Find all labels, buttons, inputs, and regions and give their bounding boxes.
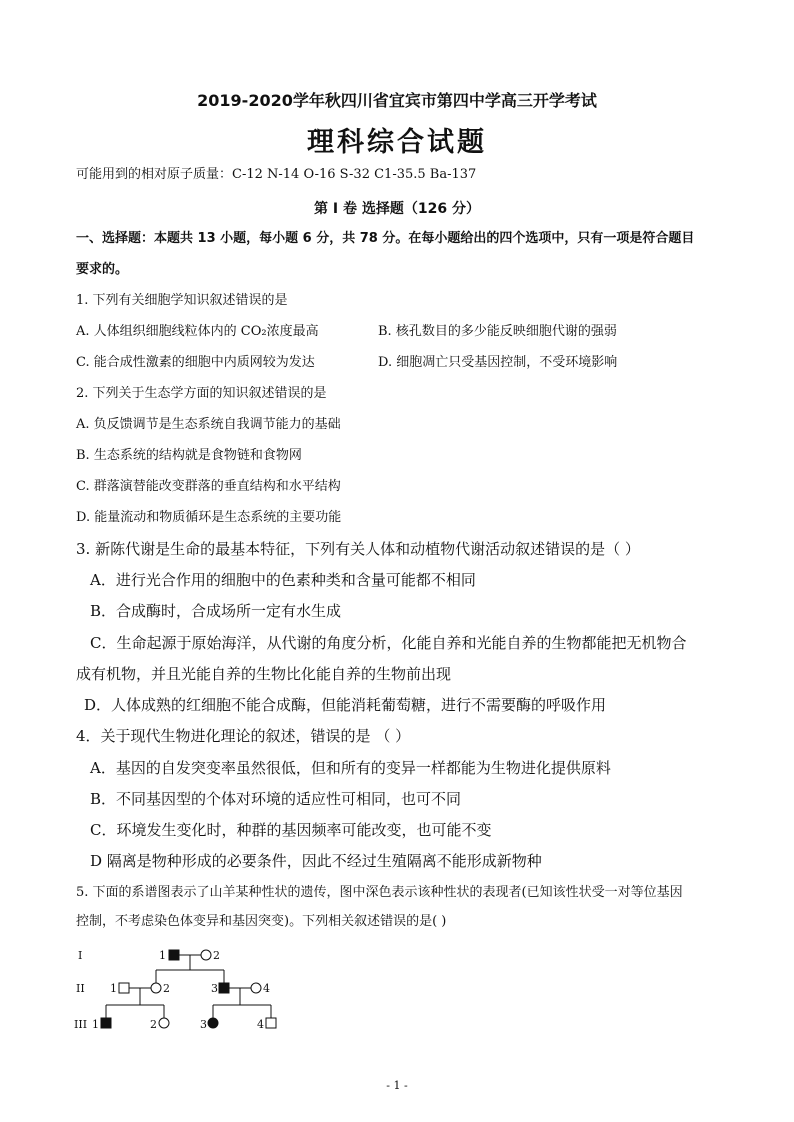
gen3-number-4: 4 <box>257 1018 264 1031</box>
gen-label-iii: III <box>74 1018 88 1031</box>
instructions-line-1: 一、选择题：本题共 13 小题，每小题 6 分，共 78 分。在每小题给出的四个选项中，只有一项是符合题目 <box>76 231 695 246</box>
q4-option-a: A．基因的自发突变率虽然很低，但和所有的变异一样都能为生物进化提供原料 <box>90 759 611 777</box>
q2-stem: 2. 下列关于生态学方面的知识叙述错误的是 <box>76 386 327 401</box>
gen2-female-unaffected <box>151 983 161 993</box>
q4-stem: 4．关于现代生物进化理论的叙述，错误的是 （ ） <box>76 727 411 745</box>
gen-label-ii: II <box>76 982 85 995</box>
q1-option-b: B. 核孔数目的多少能反映细胞代谢的强弱 <box>378 324 617 339</box>
gen3-male-affected <box>101 1018 111 1028</box>
gen2-female-unaffected-2 <box>251 983 261 993</box>
atomic-masses: 可能用到的相对原子质量：C-12 N-14 O-16 S-32 C1-35.5 Ba-137 <box>76 167 477 182</box>
gen2-male-affected <box>219 983 229 993</box>
q4-option-d: D 隔离是物种形成的必要条件，因此不经过生殖隔离不能形成新物种 <box>90 852 542 870</box>
exam-title: 2019-2020学年秋四川省宜宾市第四中学高三开学考试 <box>197 91 597 110</box>
q5-stem-line-1: 5. 下面的系谱图表示了山羊某种性状的遗传，图中深色表示该种性状的表现者(已知该性状受一对等位基因 <box>76 885 683 900</box>
gen3-number-3: 3 <box>200 1018 207 1031</box>
instructions-line-2: 要求的。 <box>76 262 129 277</box>
q3-option-b: B．合成酶时，合成场所一定有水生成 <box>90 602 342 620</box>
page-number: - 1 - <box>386 1079 408 1092</box>
q2-option-d: D. 能量流动和物质循环是生态系统的主要功能 <box>76 510 342 525</box>
q3-option-a: A．进行光合作用的细胞中的色素种类和含量可能都不相同 <box>90 571 476 589</box>
q2-option-b: B. 生态系统的结构就是食物链和食物网 <box>76 448 302 463</box>
gen3-female-affected <box>208 1018 218 1028</box>
q3-stem: 3. 新陈代谢是生命的最基本特征，下列有关人体和动植物代谢活动叙述错误的是（ ） <box>76 540 640 558</box>
gen3-male-unaffected <box>266 1018 276 1028</box>
q3-option-d: D．人体成熟的红细胞不能合成酶，但能消耗葡萄糖，进行不需要酶的呼吸作用 <box>84 696 607 714</box>
gen1-number-2: 2 <box>213 949 220 962</box>
q3-option-c-line-2: 成有机物，并且光能自养的生物比化能自养的生物前出现 <box>76 665 452 683</box>
q3-option-c-line-1: C．生命起源于原始海洋，从代谢的角度分析，化能自养和光能自养的生物都能把无机物合 <box>90 634 687 652</box>
main-title: 理科综合试题 <box>307 127 487 158</box>
gen1-number-1: 1 <box>159 949 166 962</box>
q1-option-a: A. 人体组织细胞线粒体内的 CO₂浓度最高 <box>76 324 319 339</box>
q5-stem-line-2: 控制，不考虑染色体变异和基因突变)。下列相关叙述错误的是( ) <box>76 914 447 929</box>
gen3-number-1: 1 <box>92 1018 99 1031</box>
q1-option-d: D. 细胞凋亡只受基因控制，不受环境影响 <box>378 355 618 370</box>
gen2-male-unaffected <box>119 983 129 993</box>
pedigree-diagram <box>70 940 310 1040</box>
q4-option-b: B．不同基因型的个体对环境的适应性可相同，也可不同 <box>90 790 462 808</box>
gen1-female-unaffected <box>201 950 211 960</box>
q1-option-c: C. 能合成性激素的细胞中内质网较为发达 <box>76 355 315 370</box>
q1-stem: 1. 下列有关细胞学知识叙述错误的是 <box>76 293 288 308</box>
q2-option-c: C. 群落演替能改变群落的垂直结构和水平结构 <box>76 479 341 494</box>
q4-option-c: C．环境发生变化时，种群的基因频率可能改变，也可能不变 <box>90 821 492 839</box>
gen2-number-1: 1 <box>110 982 117 995</box>
section-title: 第 I 卷 选择题（126 分） <box>314 201 480 217</box>
q2-option-a: A. 负反馈调节是生态系统自我调节能力的基础 <box>76 417 341 432</box>
gen2-number-3: 3 <box>211 982 218 995</box>
gen2-number-2: 2 <box>163 982 170 995</box>
gen1-male-affected <box>169 950 179 960</box>
gen3-female-unaffected <box>159 1018 169 1028</box>
gen3-number-2: 2 <box>150 1018 157 1031</box>
gen2-number-4: 4 <box>263 982 270 995</box>
gen-label-i: I <box>78 949 83 962</box>
